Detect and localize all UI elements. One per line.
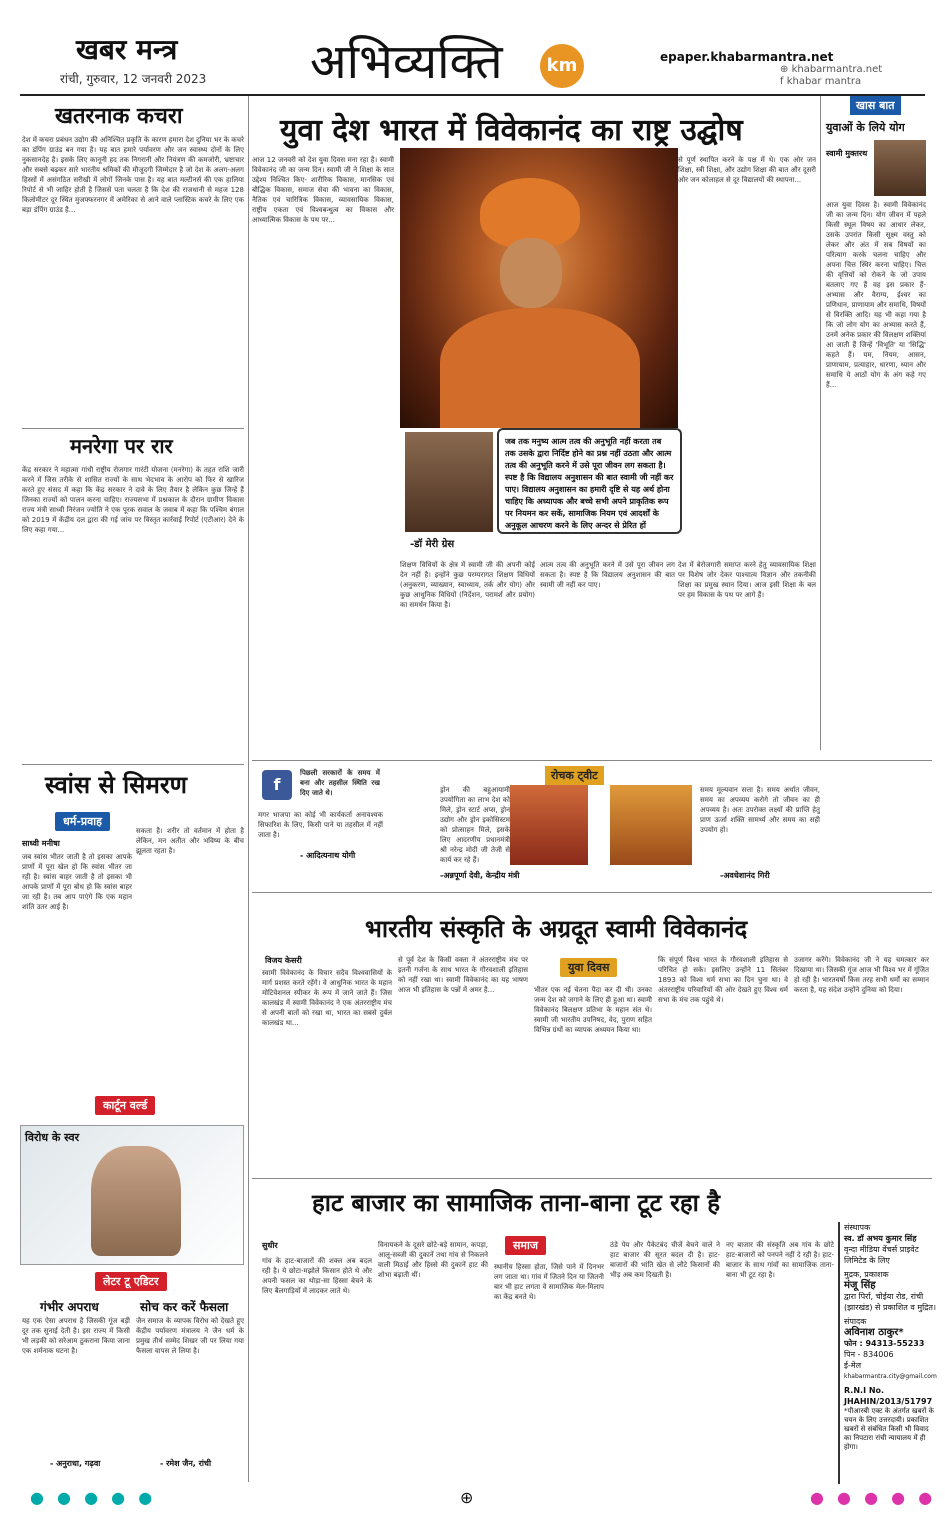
third-col-4: ठंडे पेय और पैकेटबंद चीजें बेचने वाले ने हाट बाजार की सूरत बदल दी है। हाट-बाजारों की भांति खेत से लौटे किसानों की भीड़ अब कम दिखती है।	[610, 1241, 720, 1279]
third-author: सुधीर	[262, 1241, 278, 1250]
divider	[22, 764, 244, 765]
sidebar-title: युवाओं के लिये योग	[826, 121, 905, 134]
cartoon-world-badge: कार्टून वर्ल्ड	[95, 1096, 155, 1115]
masthead	[0, 0, 945, 96]
social-fb-label: khabar mantra	[786, 76, 862, 87]
imprint-label-1: संस्थापक	[844, 1223, 871, 1232]
registration-marks-right: ● ● ● ● ●	[810, 1488, 937, 1507]
left-title-1: खतरनाक कचरा	[55, 103, 183, 129]
imprint-name-1: स्व. डॉ अभय कुमार सिंह	[844, 1234, 917, 1243]
imprint-label-2: मुद्रक, प्रकाशक	[844, 1270, 889, 1279]
fist-icon	[91, 1146, 181, 1256]
left-body-1: देश में कचरा प्रबंधन उद्योग की अनिश्चित प्रकृति के कारण हमारा देश दुनिया भर के कचरे का डंपिंग ग्राउंड बन गया है। यह बात हमारे पर्यावरण और जन स्वास्थ्य दोनों के लिए नुकसानदेह है। इसके लिए कानूनी हद तक निगरानी और नियंत्रण की कमजोरी, भ्रष्टाचार और सबसे बढ़कर सारे भारतीय श्रमिकों की मौजूदगी जिम्मेदार है जो देश के अलग-अलग हिस्सों में असंगठित सरीखी में लोगों जिनके पास है। यह बात मल्टीनर्स की एक हालिया रिपोर्ट से भी जाहिर होती है जिससे पता चलता है कि देश की राजधानी से महज 128 किलोमीटर दूर स्थित मुजफ्फरनगर में अमेरिका से आने वाले प्लास्टिक कचरे के लिए एक बड़ा डंपिंग ग्राउंड है...	[22, 136, 244, 214]
edition-title: अभिव्यक्ति	[310, 34, 503, 90]
social-web[interactable]: ⊕ khabarmantra.net	[780, 64, 883, 75]
tweet-3-sign: -अवधेशानंद गिरी	[720, 871, 770, 880]
letter-sign-2: - रमेश जैन, रांची	[160, 1459, 212, 1468]
tweet-1-body: मगर भाजपा का कोई भी कार्यकर्ता अनावश्यक सिफारिश के लिए, किसी पाने या तहसील में नहीं जाता है।	[258, 811, 383, 839]
rochak-tweet-banner: रोचक ट्वीट	[545, 766, 604, 785]
imprint-text-1: वृन्दा मीडिया वेंचर्स प्राइवेट लिमिटेड के लिए	[844, 1245, 919, 1265]
lead-col-4: देश में बेरोजगारी समाप्त करने हेतु व्यावसायिक शिक्षा पर विशेष जोर देकर पाश्चात्य विज्ञान और तकनीकी शिक्षा का प्रमुख स्थान दिया। आज इसी शिक्षा के बल पर हम विकास के पथ पर आगे हैं।	[678, 561, 816, 599]
lead-col-5: शिक्षण विधियों के क्षेत्र में स्वामी जी की अपनी कोई देन नहीं है। इन्होंने कुछ परम्परागत शिक्षण विधियों (अनुकरण, व्याख्यान, स्वाध्याय, तर्क और योग) और कुछ आधुनिक विधियों (निर्देशन, परामर्श और प्रयोग) का समर्थन किया है।	[400, 561, 535, 609]
robe-shape	[440, 308, 640, 428]
letter-body-1: यह एक ऐसा अपराध है जिसकी गूंज बड़ी दूर तक सुनाई देती है। इस राज्य में किसी भी लड़की को सरेआम ठुकराना किया जाना एक शर्मनाक घटना है।	[22, 1317, 130, 1355]
third-col-3: स्थानीय हिस्सा होता, जिसे पाने में दिनभर लग जाता था। गांव में जितने दिन या जितनी बार भी हाट लगता वे सामाजिक मेल-मिलाप का केंद्र बनते थे।	[494, 1263, 604, 1301]
imprint-name-3: अविनाश ठाकुर*	[844, 1327, 904, 1338]
facebook-icon: f	[262, 770, 292, 800]
second-headline: भारतीय संस्कृति के अग्रदूत स्वामी विवेकानंद	[365, 914, 748, 943]
annapurna-photo	[510, 785, 588, 865]
tweet-1-sign: - आदित्यनाथ योगी	[300, 851, 356, 860]
author-name: साध्वी मनीषा	[22, 839, 60, 848]
face-shape	[500, 238, 562, 308]
avdheshanand-photo	[610, 785, 692, 865]
column-rule	[248, 96, 249, 1482]
khas-baat-badge: खास बात	[850, 96, 901, 115]
tweet-2-sign: -अन्नपूर्णा देवी, केन्द्रीय मंत्री	[440, 871, 520, 880]
third-col-2: विनायकने के दूसरे छोटे-बड़े सामान, कपड़ा, आलू-सब्जी की दुकानें तथा गांव से निकलने वाली मिठाई और हिस्से की दुकानें हाट की शोभा बढ़ाती थीं।	[378, 1241, 488, 1279]
second-col-1: स्वामी विवेकानंद के विचार सदैव विश्ववासियों के मार्ग प्रशस्त करते रहेंगे। वे आधुनिक भारत के महान मोटिवेशनल स्पीकर के रूप में जाने जाते हैं। जिस कालखंड में स्वामी विवेकानंद ने एक अंतरराष्ट्रीय मंच से अपनी बातों को रखा था, भारत का सबसे दुर्बल कालखंड था...	[262, 969, 392, 1027]
left-title-2: मनरेगा पर रार	[70, 434, 173, 458]
imprint-rni: R.N.I No. JHAHIN/2013/51797	[844, 1386, 933, 1406]
sidebar-body: आज युवा दिवस है। स्वामी विवेकानंद जी का जन्म दिन। योग जीवन में पहले किसी स्थूल विषय का आधार लेकर, उसके उपरांत किसी सूक्ष्म वस्तु को लेकर और अंत में सब विषयों का परित्याग करके चलना चाहिए और अपना चित्त स्थिर करना चाहिए। चित्त की वृत्तियों को रोकने के जो उपाय बतलाए गए हैं वह इस प्रकार हैं- अभ्यास और वैराग्य, ईश्वर का प्रणिधान, प्राणायाम और समाधि, विषयों से विरक्ति आदि। यह भी कहा गया है कि जो लोग योग का अभ्यास करते हैं, उनमें अनेक प्रकार की विलक्षण शक्तियां आ जाती हैं जिन्हें 'विभूति' या 'सिद्धि' कहते हैं। यम, नियम, आसन, प्राणायाम, प्रत्याहार, धारणा, ध्यान और समाधि ये आठों योग के अंग कहे गए हैं...	[826, 201, 926, 389]
left-body-3b: सकता है। शरीर तो वर्तमान में होता है लेकिन, मन अतीत और भविष्य के बीच झूलता रहता है।	[136, 827, 244, 855]
imprint-email[interactable]: khabarmantra.city@gmail.com	[844, 1373, 937, 1380]
social-web-label: khabarmantra.net	[791, 64, 883, 75]
crosshair-icon: ⊕	[460, 1488, 474, 1507]
lead-col-3: से पूर्ण स्थापित करने के पक्ष में थे। एक ओर जन शिक्षा, स्त्री शिक्षा, और उद्योग शिक्षा की बात और दूसरी ओर जन कोलाहल से दूर विद्यालयों की स्थापना...	[678, 156, 816, 184]
left-title-3: स्वांस से सिमरण	[45, 770, 188, 799]
left-body-3: जब स्वांस भीतर जाती है तो इसका आपके प्राणों में पूरा खेल हो कि स्वांस भीतर जा रही है। स्वांस बाहर जाती है तो इसका भी आपके प्राणों में पूरा बोध हो कि स्वांस बाहर जा रही है। तब आप पाएंगे कि एक महान शांति उतर आई है।	[22, 853, 132, 911]
tweet-1-text: पिछली सरकारों के समय में बना और तहसील स्थिति रख दिए जाते थे।	[300, 769, 380, 797]
divider	[252, 760, 932, 761]
lead-col-1: आज 12 जनवरी को देश युवा दिवस मना रहा है। स्वामी विवेकानंद जी का जन्म दिन। स्वामी जी ने शिक्षा के सात उद्देश्य निश्चित किए- शारीरिक विकास, मानसिक एवं बौद्धिक विकास, समाज सेवा की भावना का विकास, नैतिक एवं चारित्रिक विकास, व्यावसायिक विकास, राष्ट्रीय एकता एवं विश्वबन्धुत्व का विकास और आध्यात्मिक विकास के पथ पर...	[252, 156, 394, 224]
swami-photo	[874, 140, 926, 196]
imprint-phone: फोन : 94313-55233	[844, 1339, 925, 1348]
cartoon-image	[20, 1125, 244, 1265]
divider	[252, 892, 932, 893]
letter-title-2: सोच कर करें फैसला	[140, 1300, 229, 1314]
lead-col-6: आत्म तत्व की अनुभूति करने में उसे पूरा जीवन लग सकता है। स्पष्ट है कि विद्यालय अनुशासन की बात स्वामी जी नहीं कर पाए।	[540, 561, 675, 589]
letter-title-1: गंभीर अपराध	[40, 1300, 99, 1314]
column-rule	[820, 96, 821, 750]
imprint-pin: पिन - 834006	[844, 1350, 894, 1359]
epaper-link[interactable]: epaper.khabarmantra.net	[660, 50, 834, 64]
social-fb[interactable]: f khabar mantra	[780, 76, 862, 87]
letter-body-2: जैन समाज के व्यापक विरोध को देखते हुए केंद्रीय पर्यावरण मंत्रालय ने जैन धर्म के प्रमुख तीर्थ सम्मेद शिखर जी पर लिया गया फैसला वापस ले लिया है।	[136, 1317, 244, 1355]
vivekananda-photo	[400, 148, 678, 428]
second-col-4: कि संपूर्ण विश्व भारत के गौरवशाली इतिहास से परिचित हो सके। इसलिए उन्होंने 11 सितंबर 1893 को विश्व धर्म सभा का दिन चुना था। वे अंतरराष्ट्रीय परिवारियों की ओर देखते हुए विश्व धर्म सभा के मंच तक पहुंचे थे।	[658, 956, 788, 1004]
divider	[252, 1178, 932, 1179]
imprint-note: *पीआरबी एक्ट के अंतर्गत खबरों के चयन के लिए उत्तरदायी। प्रकाशित खबरों से संबंधित किसी भी विवाद का निपटारा रांची न्यायालय में ही होगा।	[844, 1407, 934, 1451]
imprint-email-label: ई-मेल	[844, 1361, 862, 1370]
cartoon-title: विरोध के स्वर	[25, 1131, 80, 1144]
brand-name: खबर मन्त्र	[76, 33, 178, 66]
third-headline: हाट बाजार का सामाजिक ताना-बाना टूट रहा है	[312, 1188, 720, 1217]
lead-author: -डॉ मेरी ग्रेस	[410, 539, 455, 550]
sidebar-author: स्वामी मुक्तरथ	[826, 149, 868, 158]
second-author: विजय केसरी	[265, 956, 302, 965]
yuva-diwas-badge: युवा दिवस	[560, 958, 617, 977]
imprint-name-2: मंजू सिंह	[844, 1280, 876, 1291]
third-col-1: गांव के हाट-बाजारों की शक्ल अब बदल रही है। ये छोटा-मझोले किसान होते थे और अपनी फसल का थोड़ा-सा हिस्सा बेचने के लिए बैलगाड़ियों में लादकर लाते थे।	[262, 1257, 372, 1295]
left-body-2: केंद्र सरकार ने महात्मा गांधी राष्ट्रीय रोजगार गारंटी योजना (मनरेगा) के तहत राशि जारी करने में जिस तरीके से शासित राज्यों के साथ भेदभाव के आरोप को फिर से खारिज करते हुए संसद में कहा कि केंद्र सरकार ने दावे के लिए तैयार है लेकिन कुछ जिन्हें हैं जिनका राज्यों को पालन करना चाहिए। राज्यसभा में प्रश्नकाल के दौरान ग्रामीण विकास राज्य मंत्री साध्वी निरंजन ज्योति ने एक पूरक सवाल के जवाब में कहा कि पश्चिम बंगाल को 2019 में केंद्रीय दल द्वारा की गई जांच पर विस्तृत कार्रवाई रिपोर्ट (एटीआर) देने के लिए कहा गया...	[22, 466, 244, 534]
second-col-3: भीतर एक नई चेतना पैदा कर दी थी। उनका जन्म देश को जगाने के लिए ही हुआ था। स्वामी विवेकानंद बिलक्षण प्रतिभा के महान संत थे। स्वामी जी भारतीय उपनिषद, वेद, पुराण सहित विभिन्न ग्रंथों का व्यापक अध्ययन किया था।	[534, 986, 652, 1034]
registration-marks-left: ● ● ● ● ●	[30, 1488, 157, 1507]
imprint-text-2: द्वारा पिर्रा, चोईया रोड, रांची (झारखंड) से प्रकाशित व मुद्रित।	[844, 1292, 937, 1312]
second-col-5: उजागर करेंगे। विवेकानंद जी ने यह चमत्कार कर दिखाया था। जिसकी गूंज आज भी विश्व भर में गूंजित हो रही है। भारतवर्षो किस तरह सभी धर्मों का सम्मान करता है, यह संदेश उन्होंने दुनिया को दिया।	[794, 956, 929, 994]
letter-sign-1: - अनुराधा, गढ़वा	[50, 1459, 101, 1468]
tweet-2-text: ड्रोन की बहुआयामी उपयोगिता का लाभ देश को मिले, ड्रोन स्टार्ट अप्स, ड्रोन उद्योग और ड्रोन इकोसिस्टम को प्रोत्साहन मिले, इसके लिए आदरणीय प्रधानमंत्री श्री नरेन्द्र मोदी जी तेजी से कार्य कर रहे हैं।	[440, 786, 510, 864]
imprint-label-3: संपादक	[844, 1317, 867, 1326]
samaj-badge: समाज	[505, 1236, 546, 1255]
pull-quote: जब तक मनुष्य आत्म तत्व की अनुभूति नहीं करता तब तक उसके द्वारा निर्दिष्ट होने का प्रश्न नहीं उठता और आत्म तत्व की अनुभूति करने में उसे पूरा जीवन लग सकता है। स्पष्ट है कि विद्यालय अनुशासन की बात स्वामी जी नहीं कर पाए। विद्यालय अनुशासन का हमारी दृष्टि से यह अर्थ होना चाहिए कि अध्यापक और बच्चे सभी अपने प्राकृतिक रूप पर नियमन कर सकें, सामाजिक नियम एवं आदर्शों के अनुकूल आचरण करने के लिए अन्दर से प्रेरित हों	[497, 428, 682, 534]
author-photo	[405, 432, 493, 532]
dharm-pravah-badge: धर्म-प्रवाह	[55, 812, 110, 831]
second-col-2: से पूर्व देश के किसी वक्ता ने अंतरराष्ट्रीय मंच पर इतनी गर्जना के साथ भारत के गौरवशाली इतिहास को नहीं रखा था। स्वामी विवेकानंद का यह भाषण आज भी इतिहास के पन्नों में अमर है...	[398, 956, 528, 994]
third-col-5: नए बाजार की संस्कृति अब गांव के छोटे हाट-बाजारों को पनपने नहीं दे रही है। हाट-बाजार के साथ गांवों का सामाजिक ताना-बाना भी टूट रहा है।	[726, 1241, 834, 1279]
divider	[22, 428, 244, 429]
km-logo-icon: km	[540, 44, 584, 88]
tweet-3-text: समय मूल्यवान सत्ता है। समय अर्थात जीवन, समय का अपव्यय करोगे तो जीवन का ही अपव्यय है। अतः उपरोक्त लक्ष्यों की प्राप्ति हेतु प्राण ऊर्जा शक्ति सामर्थ्य और समय का सही उपयोग हो।	[700, 786, 820, 834]
dateline: रांची, गुरुवार, 12 जनवरी 2023	[60, 72, 207, 86]
lead-headline: युवा देश भारत में विवेकानंद का राष्ट्र उद्घोष	[280, 113, 743, 148]
imprint-box	[838, 1222, 938, 1484]
masthead-rule	[20, 94, 925, 96]
letter-to-editor-badge: लेटर टू एडिटर	[95, 1272, 167, 1291]
